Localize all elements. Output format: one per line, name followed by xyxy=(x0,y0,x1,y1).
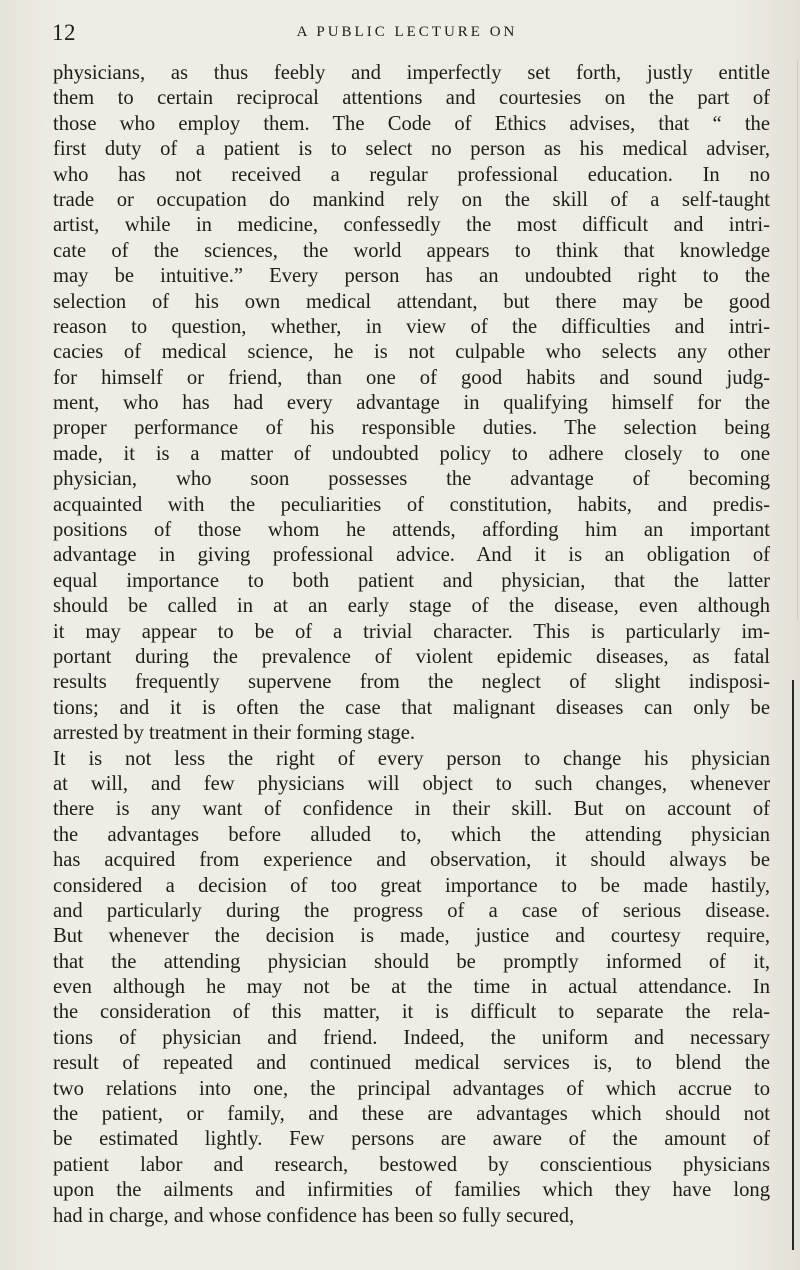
text-line: them to certain reciprocal attentions and courtesies on the part of xyxy=(53,87,770,110)
text-line: physicians, as thus feebly and imperfectly set forth, justly entitle xyxy=(53,62,770,84)
text-line: proper performance of his responsible duties. The selection being xyxy=(53,417,770,440)
text-line: the advantages before alluded to, which the attending physician xyxy=(53,823,770,846)
text-line: But whenever the decision is made, justice and courtesy require, xyxy=(53,925,770,948)
text-line: acquainted with the peculiarities of constitution, habits, and predis- xyxy=(53,493,770,516)
text-line: cate of the sciences, the world appears to think that knowledge xyxy=(53,239,770,262)
text-line: should be called in at an early stage of the disease, even although xyxy=(53,595,770,618)
text-line: first duty of a patient is to select no person as his medical adviser, xyxy=(53,138,770,161)
text-line: two relations into one, the principal advantages of which accrue to xyxy=(53,1077,770,1100)
text-line: trade or occupation do mankind rely on the skill of a self-taught xyxy=(53,188,770,211)
text-line: positions of those whom he attends, affording him an important xyxy=(53,519,770,542)
text-line: upon the ailments and infirmities of families which they have long xyxy=(53,1179,770,1202)
text-line: result of repeated and continued medical services is, to blend the xyxy=(53,1052,770,1075)
text-line: reason to question, whether, in view of the difficulties and intri- xyxy=(53,315,770,338)
page-number: 12 xyxy=(52,20,76,45)
text-line: portant during the prevalence of violent epidemic diseases, as fatal xyxy=(53,645,770,668)
text-line: the patient, or family, and these are advantages which should not xyxy=(53,1103,770,1126)
text-line: selection of his own medical attendant, but there may be good xyxy=(53,290,770,313)
running-head xyxy=(52,20,762,44)
text-line: tions of physician and friend. Indeed, the uniform and necessary xyxy=(53,1026,770,1049)
text-line: advantage in giving professional advice. And it is an obligation of xyxy=(53,544,770,567)
text-line: considered a decision of too great importance to be made hastily, xyxy=(53,874,770,897)
text-line: It is not less the right of every person to change his physician xyxy=(53,747,770,770)
text-line: had in charge, and whose confidence has been so fully secured, xyxy=(53,1204,575,1227)
text-line: cacies of medical science, he is not culpable who selects any other xyxy=(53,341,770,364)
text-line: artist, while in medicine, confessedly the most difficult and intri- xyxy=(53,214,770,237)
text-line: be estimated lightly. Few persons are aware of the amount of xyxy=(53,1128,770,1151)
text-line: tions; and it is often the case that malignant diseases can only be xyxy=(53,696,770,719)
text-line: equal importance to both patient and physician, that the latter xyxy=(53,569,770,592)
text-line: who has not received a regular professional education. In no xyxy=(53,163,770,186)
text-line: patient labor and research, bestowed by conscientious physicians xyxy=(53,1153,770,1176)
text-line: physician, who soon possesses the advantage of becoming xyxy=(53,468,770,491)
text-line: at will, and few physicians will object to such changes, whenever xyxy=(53,772,770,795)
text-line: even although he may not be at the time in actual attendance. In xyxy=(53,976,770,999)
text-line: may be intuitive.” Every person has an undoubted right to the xyxy=(53,265,770,288)
text-line: and particularly during the progress of a case of serious disease. xyxy=(53,899,770,922)
text-line: made, it is a matter of undoubted policy to adhere closely to one xyxy=(53,442,770,465)
text-line: there is any want of confidence in their skill. But on account of xyxy=(53,798,770,821)
text-line: those who employ them. The Code of Ethics advises, that “ the xyxy=(53,112,770,135)
text-line: for himself or friend, than one of good habits and sound judg- xyxy=(53,366,770,389)
text-line: it may appear to be of a trivial character. This is particularly im- xyxy=(53,620,770,643)
text-line: results frequently supervene from the neglect of slight indisposi- xyxy=(53,671,770,694)
text-line: the consideration of this matter, it is difficult to separate the rela- xyxy=(53,1001,770,1024)
text-line: ment, who has had every advantage in qualifying himself for the xyxy=(53,392,770,415)
text-line: arrested by treatment in their forming stage. xyxy=(53,722,415,745)
page-edge-shadow xyxy=(797,60,798,620)
running-title: A PUBLIC LECTURE ON xyxy=(296,24,518,40)
page-edge-mark xyxy=(792,680,794,1250)
text-line: has acquired from experience and observation, it should always be xyxy=(53,849,770,872)
text-line: that the attending physician should be promptly informed of it, xyxy=(53,950,770,973)
body-text xyxy=(53,61,770,1229)
